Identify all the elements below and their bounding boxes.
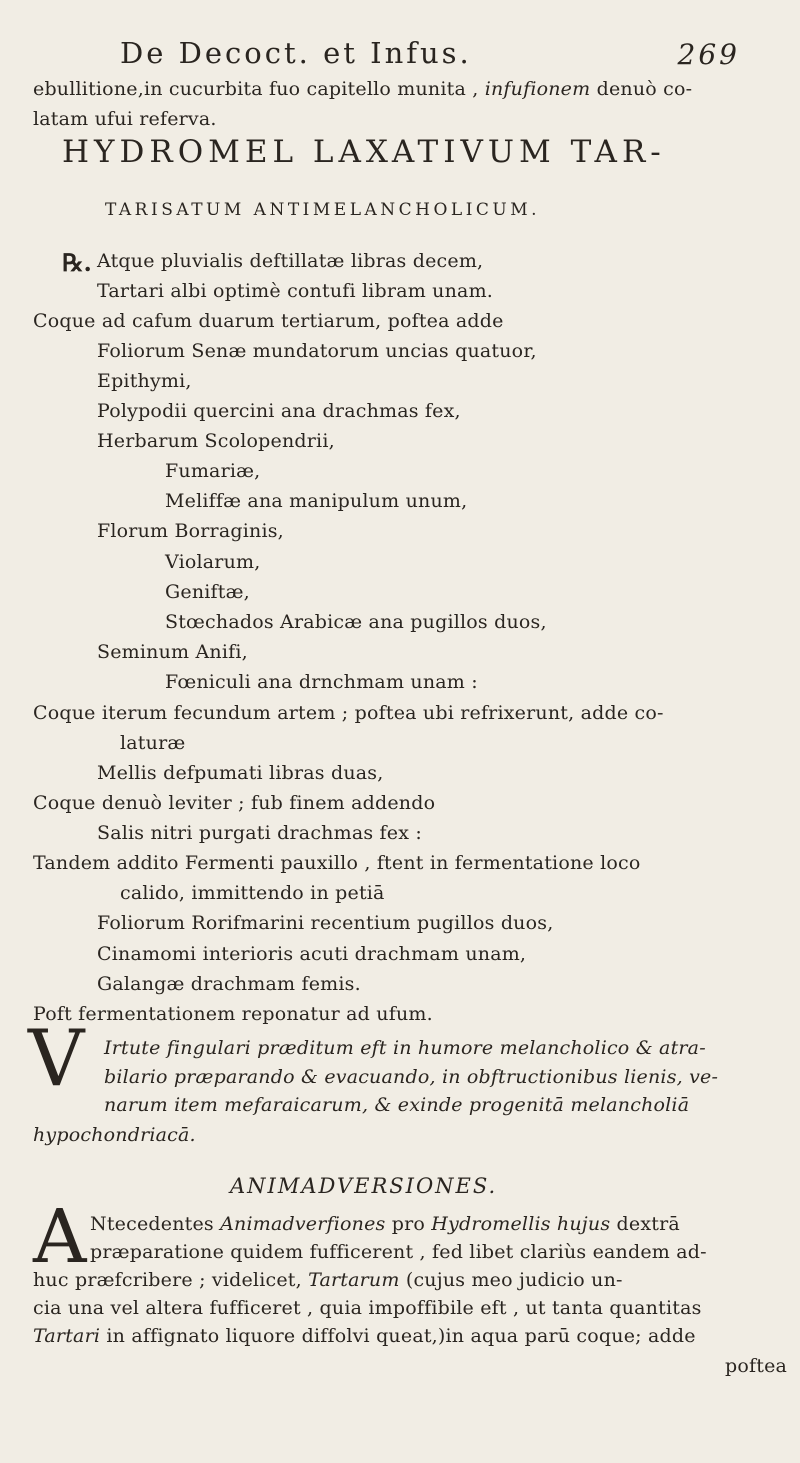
recipe-line: Violarum, [165,551,261,573]
animadversiones-line: cia una vel altera fufficeret , quia impoffibile eft , ut tanta quantitas [33,1297,702,1319]
recipe-line: Atque pluvialis deftillatæ libras decem, [97,250,484,272]
recipe-line: laturæ [120,732,186,754]
virtue-line: bilario præparando & evacuando, in obftructionibus lienis, ve- [104,1066,719,1088]
catchword: poftea [725,1355,788,1377]
recipe-line: calido, immittendo in petiā [120,882,385,904]
recipe-line: Seminum Anifi, [97,641,248,663]
virtue-line: narum item mefaraicarum, & exinde progenitā melancholiā [104,1094,690,1116]
intro-line-2: latam ufui referva. [33,108,217,130]
recipe-line: Cinamomi interioris acuti drachmam unam, [97,943,527,965]
recipe-line: Geniftæ, [165,581,250,603]
recipe-line: Florum Borraginis, [97,520,284,542]
recipe-line: Fumariæ, [165,460,261,482]
animadversiones-line: præparatione quidem fufficerent , fed libet clariùs eandem ad- [90,1241,707,1263]
recipe-line: Mellis defpumati libras duas, [97,762,384,784]
recipe-line: Foliorum Senæ mundatorum uncias quatuor, [97,340,537,362]
recipe-line: Polypodii quercini ana drachmas fex, [97,400,461,422]
recipe-line: Tandem addito Fermenti pauxillo , ftent in fermentatione loco [33,852,641,874]
recipe-line: Salis nitri purgati drachmas fex : [97,822,422,844]
recipe-line: Epithymi, [97,370,192,392]
section-heading: ANIMADVERSIONES. [230,1174,498,1198]
recipe-subtitle: TARISATUM ANTIMELANCHOLICUM. [105,200,541,220]
recipe-line: Poft fermentationem reponatur ad ufum. [33,1003,433,1025]
animadversiones-line: Ntecedentes Animadverfiones pro Hydromellis hujus dextrā [90,1213,680,1235]
virtue-line: Irtute fingulari præditum eft in humore melancholico & atra- [104,1037,706,1059]
virtue-dropcap: V [28,1014,85,1104]
recipe-line: Meliffæ ana manipulum unum, [165,490,468,512]
recipe-line: Galangæ drachmam femis. [97,973,361,995]
intro-line-1: ebullitione,in cucurbita fuo capitello munita , infufionem denuò co- [33,78,693,100]
running-head [120,36,740,70]
recipe-line: Stœchados Arabicæ ana pugillos duos, [165,611,547,633]
recipe-line: Herbarum Scolopendrii, [97,430,335,452]
page-number: 269 [677,38,740,71]
recipe-symbol: ℞. [62,248,92,277]
recipe-line: Coque denuò leviter ; fub finem addendo [33,792,436,814]
recipe-line: Tartari albi optimè contufi libram unam. [97,280,494,302]
recipe-line: Coque ad cafum duarum tertiarum, poftea adde [33,310,504,332]
recipe-title: HYDROMEL LAXATIVUM TAR- [62,134,666,170]
animadversiones-line: huc præfcribere ; videlicet, Tartarum (cujus meo judicio un- [33,1269,623,1291]
recipe-line: Coque iterum fecundum artem ; poftea ubi refrixerunt, adde co- [33,702,664,724]
virtue-line: hypochondriacā. [33,1124,196,1146]
animadversiones-dropcap: A [33,1194,87,1280]
recipe-line: Fœniculi ana drnchmam unam : [165,671,478,693]
running-title: De Decoct. et Infus. [120,36,472,70]
animadversiones-line: Tartari in affignato liquore diffolvi queat,)in aqua parū coque; adde [33,1325,696,1347]
recipe-line: Foliorum Rorifmarini recentium pugillos duos, [97,912,554,934]
